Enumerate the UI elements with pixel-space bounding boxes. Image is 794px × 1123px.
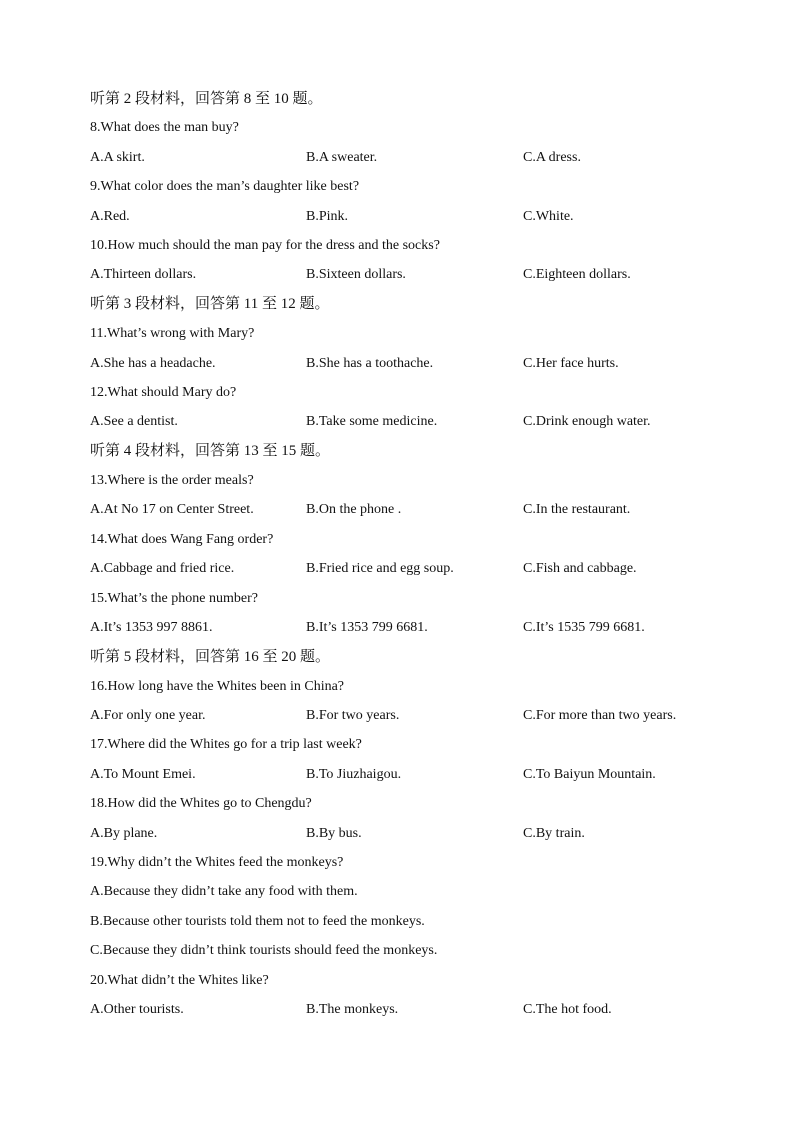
option-c: C.Fish and cabbage.	[523, 561, 637, 576]
option-b: B.Pink.	[306, 209, 349, 224]
option-a: A.Thirteen dollars.	[90, 267, 197, 282]
options-row	[0, 411, 794, 433]
option-a: A.Because they didn’t take any food with them.	[90, 884, 358, 899]
option-c: C.Eighteen dollars.	[523, 267, 631, 282]
option-a: A.Cabbage and fried rice.	[90, 561, 235, 576]
option-a: A.Red.	[90, 209, 130, 224]
option-c: C.By train.	[523, 826, 585, 841]
option-c: C.To Baiyun Mountain.	[523, 767, 656, 782]
question-text: 15.What’s the phone number?	[90, 591, 258, 606]
options-row	[0, 764, 794, 786]
options-row	[0, 147, 794, 169]
section-heading: 听第 2 段材料，回答第 8 至 10 题。	[90, 91, 323, 107]
option-c: C.It’s 1535 799 6681.	[523, 620, 645, 635]
options-row	[0, 705, 794, 727]
option-b: B.On the phone .	[306, 502, 402, 517]
option-b: B.She has a toothache.	[306, 356, 434, 371]
question-text: 11.What’s wrong with Mary?	[90, 326, 255, 341]
option-c: C.In the restaurant.	[523, 502, 631, 517]
question-text: 20.What didn’t the Whites like?	[90, 973, 269, 988]
question-text: 10.How much should the man pay for the dress and the socks?	[90, 238, 440, 253]
question-text: 9.What color does the man’s daughter like best?	[90, 179, 360, 194]
question-text: 18.How did the Whites go to Chengdu?	[90, 796, 312, 811]
option-b: B.By bus.	[306, 826, 362, 841]
option-b: B.Because other tourists told them not to feed the monkeys.	[90, 914, 425, 929]
options-row	[0, 499, 794, 521]
options-row	[0, 558, 794, 580]
option-b: B.It’s 1353 799 6681.	[306, 620, 428, 635]
option-c: C.Her face hurts.	[523, 356, 619, 371]
option-c: C.Drink enough water.	[523, 414, 651, 429]
option-c: C.A dress.	[523, 150, 581, 165]
option-a: A.At No 17 on Center Street.	[90, 502, 254, 517]
section-heading: 听第 3 段材料，回答第 11 至 12 题。	[90, 296, 330, 312]
options-row	[0, 617, 794, 639]
option-a: A.For only one year.	[90, 708, 206, 723]
question-text: 12.What should Mary do?	[90, 385, 237, 400]
option-a: A.By plane.	[90, 826, 158, 841]
option-b: B.Take some medicine.	[306, 414, 438, 429]
option-a: A.She has a headache.	[90, 356, 216, 371]
option-a: A.A skirt.	[90, 150, 145, 165]
options-row	[0, 264, 794, 286]
option-b: B.Sixteen dollars.	[306, 267, 406, 282]
option-c: C.The hot food.	[523, 1002, 612, 1017]
question-text: 8.What does the man buy?	[90, 120, 239, 135]
option-a: A.It’s 1353 997 8861.	[90, 620, 213, 635]
option-c: C.For more than two years.	[523, 708, 677, 723]
option-c: C.Because they didn’t think tourists should feed the monkeys.	[90, 943, 438, 958]
option-a: A.To Mount Emei.	[90, 767, 196, 782]
option-c: C.White.	[523, 209, 574, 224]
option-b: B.The monkeys.	[306, 1002, 399, 1017]
options-row	[0, 206, 794, 228]
section-heading: 听第 5 段材料，回答第 16 至 20 题。	[90, 649, 331, 665]
option-a: A.Other tourists.	[90, 1002, 184, 1017]
option-b: B.To Jiuzhaigou.	[306, 767, 402, 782]
options-row	[0, 823, 794, 845]
question-text: 17.Where did the Whites go for a trip last week?	[90, 737, 362, 752]
option-b: B.Fried rice and egg soup.	[306, 561, 454, 576]
question-text: 13.Where is the order meals?	[90, 473, 254, 488]
option-a: A.See a dentist.	[90, 414, 178, 429]
question-text: 16.How long have the Whites been in China?	[90, 679, 345, 694]
question-text: 14.What does Wang Fang order?	[90, 532, 274, 547]
question-text: 19.Why didn’t the Whites feed the monkeys?	[90, 855, 344, 870]
option-b: B.A sweater.	[306, 150, 378, 165]
section-heading: 听第 4 段材料，回答第 13 至 15 题。	[90, 443, 331, 459]
options-row	[0, 999, 794, 1021]
options-row	[0, 353, 794, 375]
option-b: B.For two years.	[306, 708, 400, 723]
